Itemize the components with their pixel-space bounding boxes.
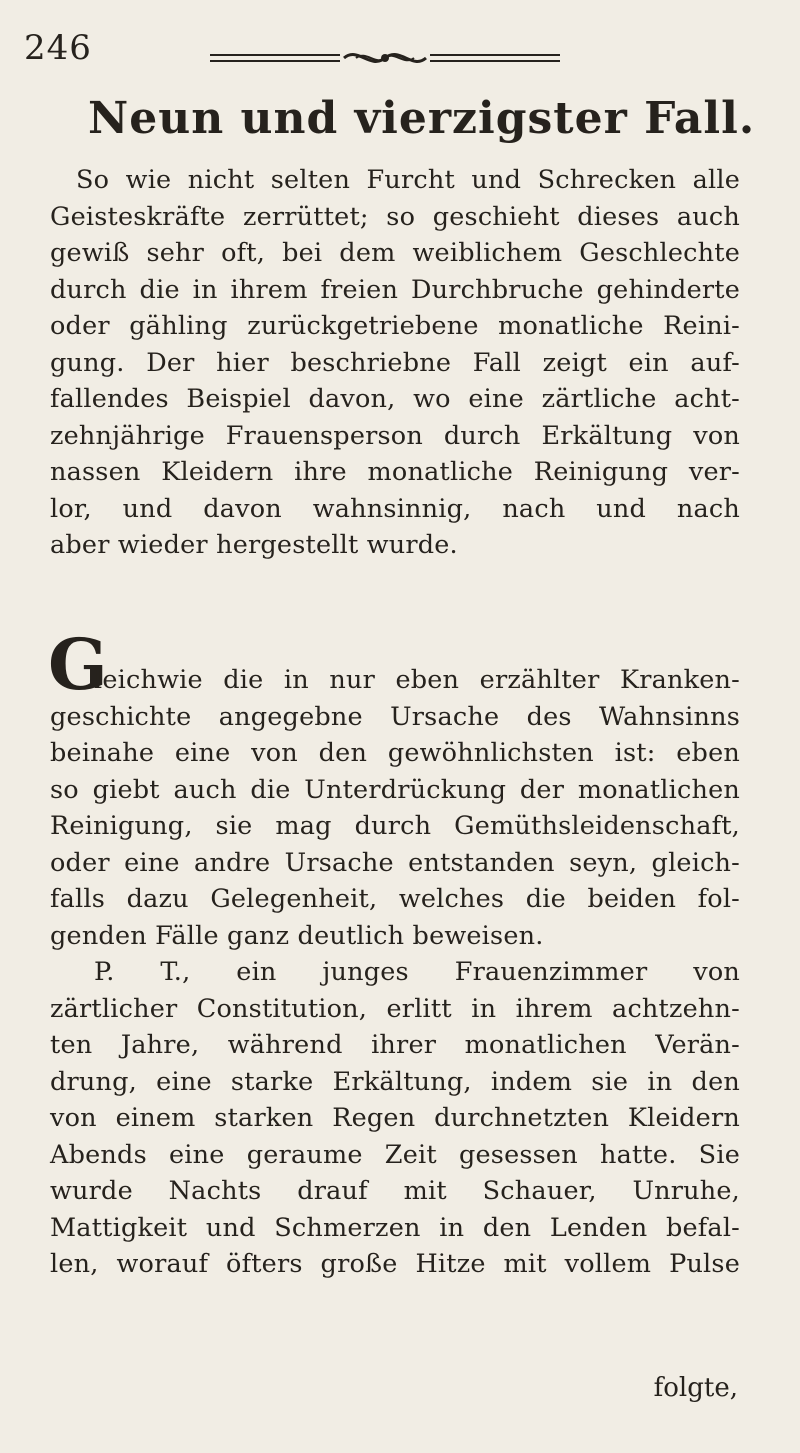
text-line: zärtlicher Constitution, erlitt in ihrem achtzehn-	[50, 993, 740, 1024]
chapter-heading: Neun und vierzigster Fall.	[88, 93, 756, 144]
text-line: falls dazu Gelegenheit, welches die beiden fol-	[50, 884, 740, 914]
drop-capital: G	[48, 623, 108, 706]
text-line: P. T., ein junges Frauenzimmer von	[94, 957, 740, 987]
page-number: 246	[24, 28, 92, 68]
text-line: lor, und davon wahnsinnig, nach und nach	[50, 493, 740, 524]
text-line: wurde Nachts drauf mit Schauer, Unruhe,	[50, 1176, 740, 1206]
paragraph-intro	[50, 162, 740, 564]
text-line: von einem starken Regen durchnetzten Kleidern	[50, 1103, 740, 1133]
text-line: Abends eine geraume Zeit gesessen hatte. Sie	[50, 1139, 740, 1170]
text-line: So wie nicht selten Furcht und Schrecken alle	[76, 165, 740, 195]
text-line: genden Fälle ganz deutlich beweisen.	[50, 920, 544, 951]
paragraph-main	[50, 662, 740, 1283]
text-line: ten Jahre, während ihrer monatlichen Verän-	[50, 1030, 740, 1060]
text-line: gung. Der hier beschriebne Fall zeigt ein auf-	[50, 347, 740, 378]
text-line: Geisteskräfte zerrüttet; so geschieht dieses auch	[50, 201, 740, 232]
ornament-rule-icon	[210, 46, 560, 70]
text-line: Mattigkeit und Schmerzen in den Lenden befal-	[50, 1212, 740, 1243]
catchword: folgte,	[653, 1373, 738, 1403]
text-line: so giebt auch die Unterdrückung der monatlichen	[50, 774, 740, 805]
text-line: oder eine andre Ursache entstanden seyn, gleich-	[50, 847, 740, 878]
text-line: geschichte angegebne Ursache des Wahnsinns	[50, 701, 740, 732]
text-line: nassen Kleidern ihre monatliche Reinigung ver-	[50, 457, 740, 487]
text-line: drung, eine starke Erkältung, indem sie in den	[50, 1066, 740, 1097]
text-line: len, worauf öfters große Hitze mit vollem Pulse	[50, 1249, 740, 1279]
text-line: gewiß sehr oft, bei dem weiblichem Geschlechte	[50, 238, 740, 268]
text-line: Reinigung, sie mag durch Gemüthsleidenschaft,	[50, 811, 740, 841]
text-line: oder gähling zurückgetriebene monatliche Reini-	[50, 311, 740, 341]
text-line: fallendes Beispiel davon, wo eine zärtliche acht-	[50, 384, 740, 414]
text-line: zehnjährige Frauensperson durch Erkältung von	[50, 420, 740, 451]
text-line: leichwie die in nur eben erzählter Kranken-	[94, 665, 740, 695]
text-line: beinahe eine von den gewöhnlichsten ist: eben	[50, 738, 740, 768]
text-line: aber wieder hergestellt wurde.	[50, 530, 458, 560]
text-line: durch die in ihrem freien Durchbruche gehinderte	[50, 274, 740, 305]
